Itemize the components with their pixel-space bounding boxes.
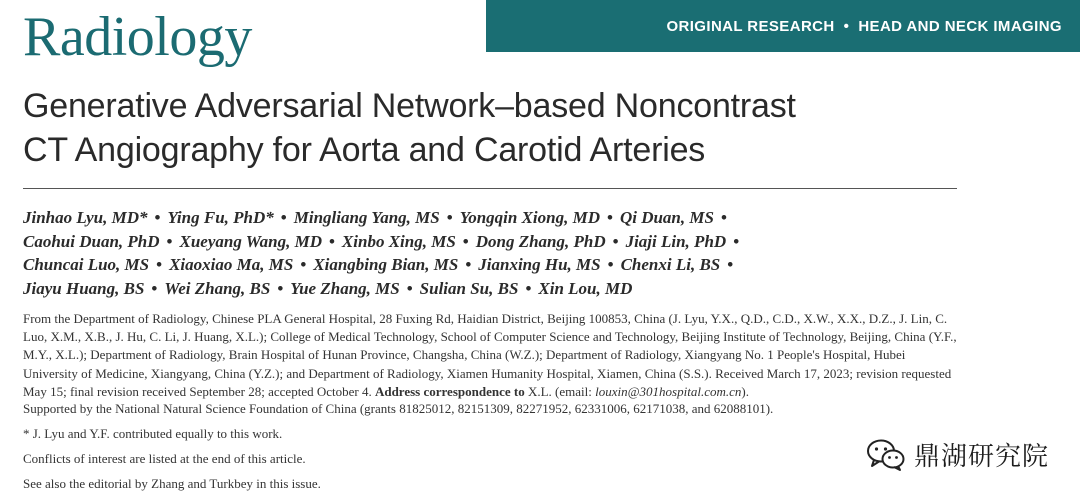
editorial-note: See also the editorial by Zhang and Turkbey in this issue. <box>23 476 321 491</box>
author-separator: • <box>300 255 307 274</box>
author-list <box>23 206 963 300</box>
author-separator: • <box>465 255 472 274</box>
watermark <box>866 436 1049 473</box>
author: Xinbo Xing, MS <box>341 231 456 251</box>
funding-statement: Supported by the National Natural Science Foundation of China (grants 81825012, 82151309, 82271952, 62331006, 62171038, and 62088101). <box>23 401 774 416</box>
affiliations-paragraph <box>23 310 961 401</box>
conflicts-note: Conflicts of interest are listed at the end of this article. <box>23 451 306 466</box>
author: Mingliang Yang, MS <box>293 208 440 227</box>
author: Xiaoxiao Ma, MS <box>169 255 294 274</box>
watermark-text: 鼎湖研究院 <box>914 442 1050 472</box>
correspondence-label: Address correspondence to <box>374 383 525 399</box>
banner-separator: • <box>843 17 850 35</box>
author-separator: • <box>277 278 284 298</box>
correspondence-end: ). <box>741 383 749 399</box>
correspondence-name: X.L. (email: <box>527 383 592 399</box>
author: Chuncai Luo, MS <box>23 255 150 274</box>
author: Wei Zhang, BS <box>164 278 271 298</box>
author-separator: • <box>727 255 734 274</box>
author-separator: • <box>154 208 161 227</box>
affiliations-text: From the Department of Radiology, Chinese PLA General Hospital, 28 Fuxing Rd, Haidian District, Beijing 100853, China (J. Lyu, Y.X., Q.D., C.D., X.W., X.X., D.Z., J. Lin, C. Luo, X.M., X.B., J. Hu, C. Li, J. Huang, X.L.); College of Medical Technology, School of Computer Science and Technology, Beijing Institute of Technology, Beijing, China (Y.F., M.Y., X.L.); Department of Radiology, Brain Hospital of Hunan Province, Changsha, China (W.Z.); Department of Radiology, Xiangyang No. 1 People's Hospital, Hubei University of Medicine, Xiangyang, China (Y.Z.); and Department of Radiology, Xiamen Humanity Hospital, Xiamen, China (S.S.). Received March 17, 2023; revision requested May 15; final revision received September 28; accepted October 4. <box>23 311 957 399</box>
article-title <box>23 84 963 172</box>
title-divider <box>23 188 957 189</box>
author-separator: • <box>733 231 740 251</box>
author-separator: • <box>328 231 335 251</box>
author-separator: • <box>720 208 727 227</box>
author: Jiaji Lin, PhD <box>625 231 727 251</box>
author: Xin Lou, MD <box>538 278 633 298</box>
author-separator: • <box>156 255 163 274</box>
author: Sulian Su, BS <box>419 278 519 298</box>
author: Caohui Duan, PhD <box>23 231 160 251</box>
author: Jinhao Lyu, MD* <box>23 208 148 227</box>
author: Jianxing Hu, MS <box>478 255 601 274</box>
author-separator: • <box>525 278 532 298</box>
author: Dong Zhang, PhD <box>475 231 606 251</box>
author-separator: • <box>462 231 469 251</box>
author-separator: • <box>607 255 614 274</box>
banner-subcategory: HEAD AND NECK IMAGING <box>858 17 1062 35</box>
equal-contribution-note: * J. Lyu and Y.F. contributed equally to this work. <box>23 426 283 441</box>
author: Chenxi Li, BS <box>620 255 721 274</box>
author: Jiayu Huang, BS <box>23 278 145 298</box>
author-separator: • <box>406 278 413 298</box>
author: Qi Duan, MS <box>619 208 714 227</box>
title-line-2: CT Angiography for Aorta and Carotid Arteries <box>23 131 706 169</box>
author: Yue Zhang, MS <box>290 278 400 298</box>
author: Xiangbing Bian, MS <box>313 255 459 274</box>
author-separator: • <box>612 231 619 251</box>
author-separator: • <box>280 208 287 227</box>
author-separator: • <box>606 208 613 227</box>
author-separator: • <box>446 208 453 227</box>
section-banner <box>486 0 1080 52</box>
author: Xueyang Wang, MD <box>179 231 322 251</box>
journal-logo: Radiology <box>23 6 252 68</box>
title-line-1: Generative Adversarial Network–based Noncontrast <box>23 87 796 125</box>
author-separator: • <box>166 231 173 251</box>
author: Yongqin Xiong, MD <box>459 208 600 227</box>
author: Ying Fu, PhD* <box>167 208 274 227</box>
banner-category: ORIGINAL RESEARCH <box>666 17 835 35</box>
wechat-icon <box>866 438 906 472</box>
author-separator: • <box>151 278 158 298</box>
correspondence-email[interactable]: louxin@301hospital.com.cn <box>595 383 742 399</box>
